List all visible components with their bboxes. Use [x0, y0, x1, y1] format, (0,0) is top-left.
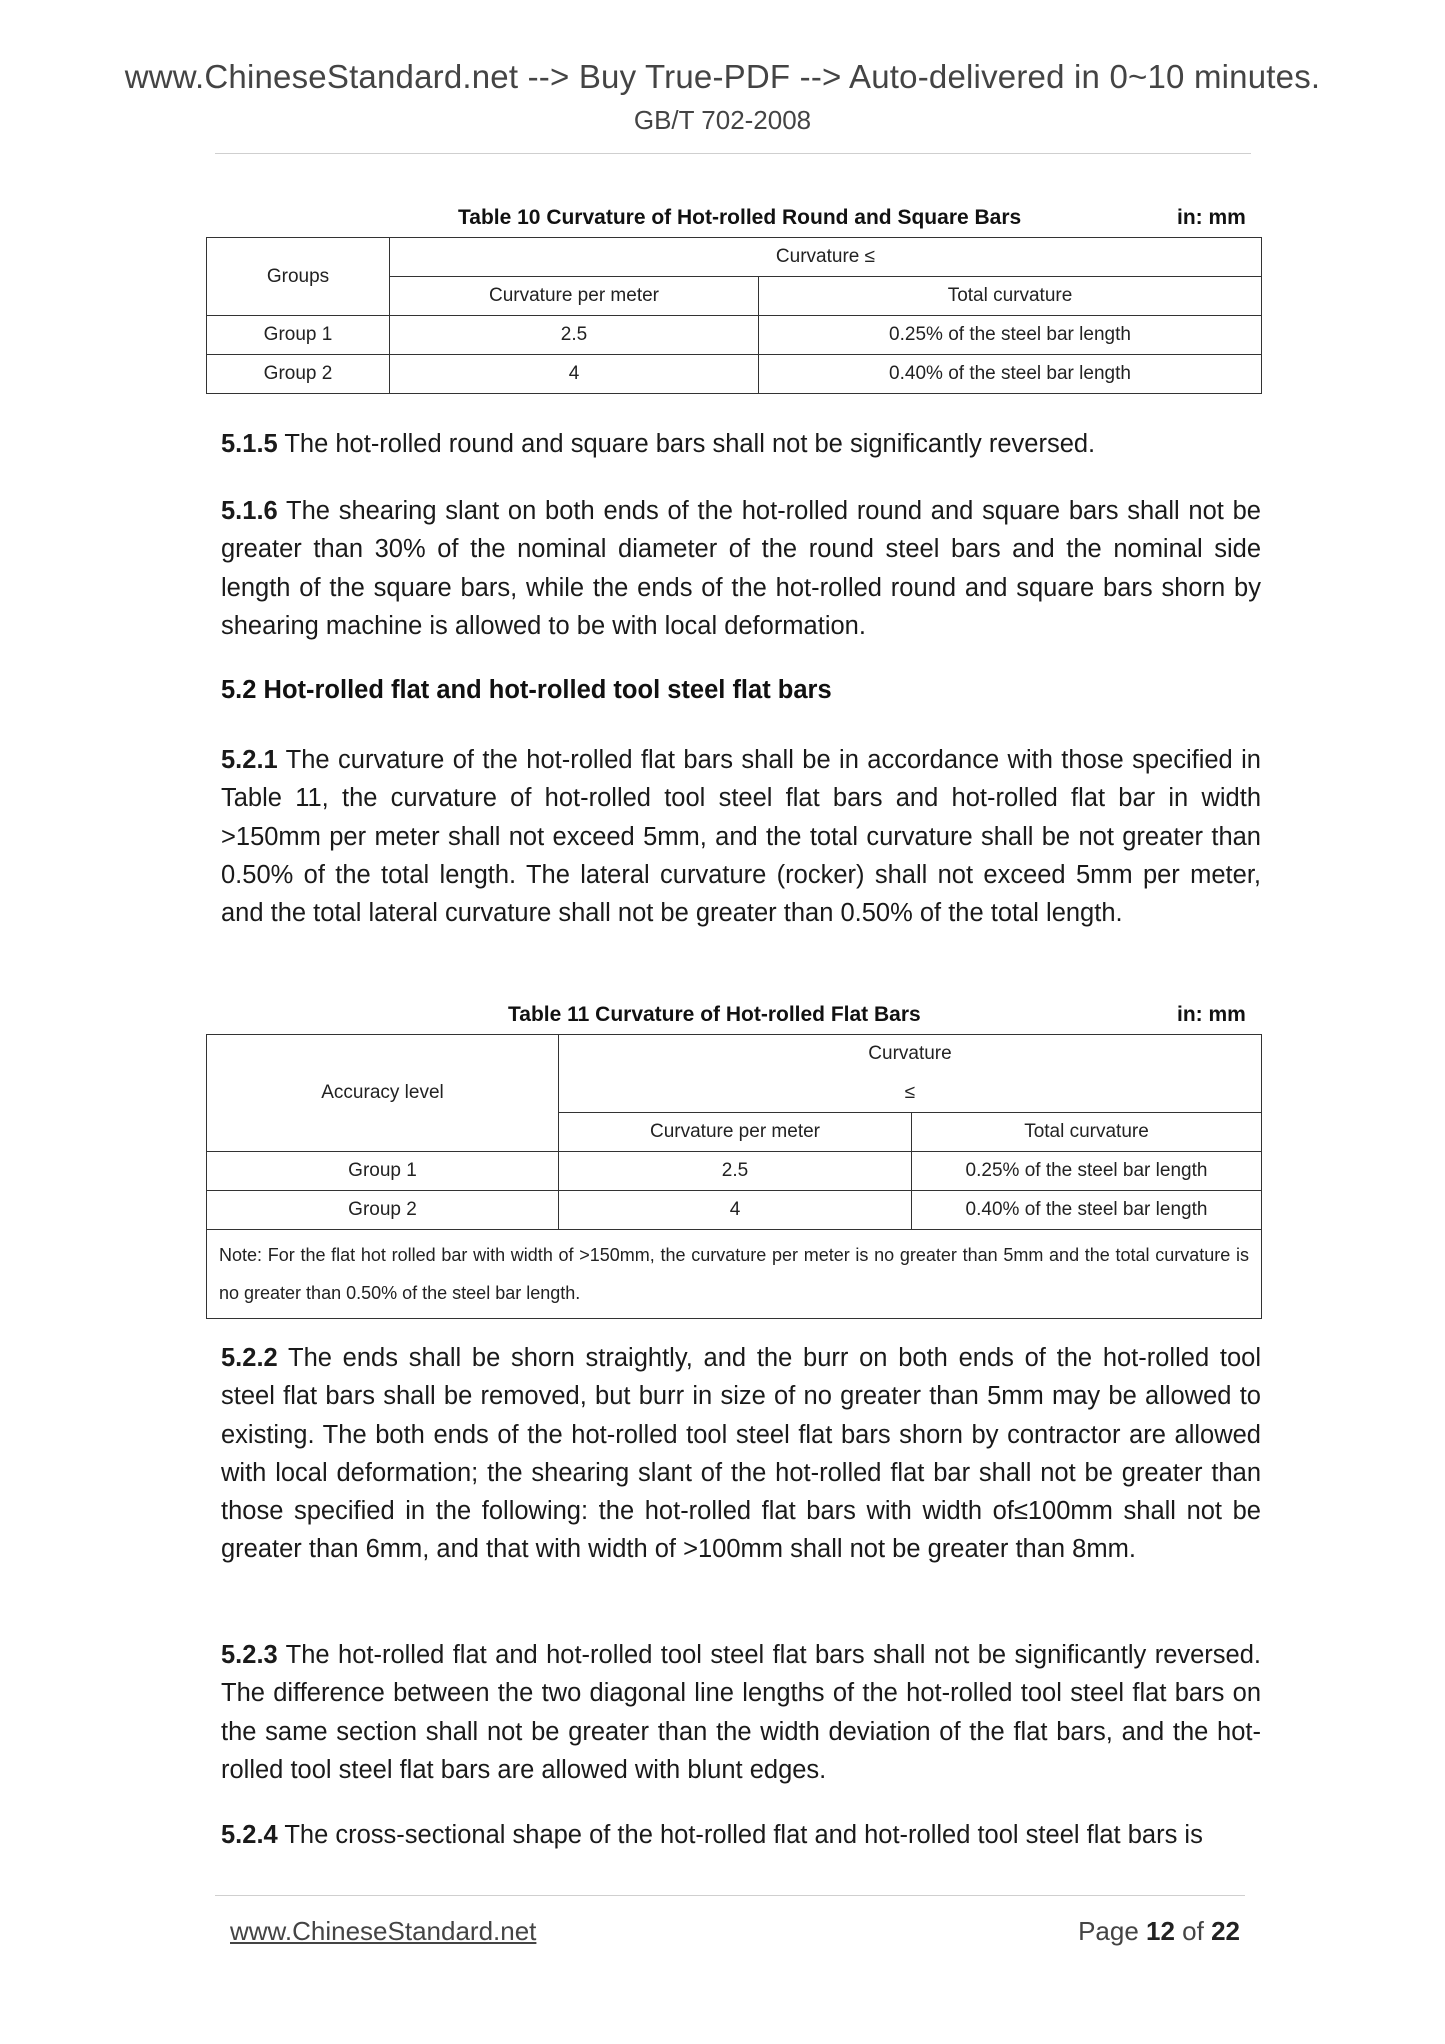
table11-header-per-meter: Curvature per meter: [559, 1113, 912, 1152]
paragraph-5-1-5: [221, 425, 1261, 463]
table11-caption: Table 11 Curvature of Hot-rolled Flat Bars: [508, 1003, 921, 1026]
table10-cell-total: 0.40% of the steel bar length: [759, 355, 1262, 394]
table11-cell-group: Group 2: [207, 1191, 559, 1230]
table10-cell-group: Group 2: [207, 355, 390, 394]
table11-cell-per-meter: 2.5: [559, 1152, 912, 1191]
table11-cell-per-meter: 4: [559, 1191, 912, 1230]
clause-number: 5.1.5: [221, 430, 278, 458]
table10-cell-per-meter: 2.5: [390, 316, 759, 355]
table11-note: Note: For the flat hot rolled bar with width of >150mm, the curvature per meter is no greater than 5mm and the total curvature is no greater than 0.50% of the steel bar length.: [207, 1230, 1262, 1319]
paragraph-5-2-2: [221, 1339, 1261, 1569]
table10-header-groups: Groups: [207, 238, 390, 316]
clause-number: 5.2.3: [221, 1641, 278, 1669]
paragraph-5-2-1: [221, 741, 1261, 932]
table-row: [207, 316, 1262, 355]
table10-header-total: Total curvature: [759, 277, 1262, 316]
page-current: 12: [1146, 1916, 1175, 1946]
clause-text: The hot-rolled flat and hot-rolled tool steel flat bars shall not be significantly reversed. The difference between the two diagonal line lengths of the hot-rolled tool steel flat bars on the same section shall not be greater than the width deviation of the flat bars, and the hot-rolled tool steel flat bars are allowed with blunt edges.: [221, 1641, 1261, 1784]
table11-header-total: Total curvature: [912, 1113, 1262, 1152]
page-of: of: [1174, 1916, 1212, 1946]
table10-header-curvature: Curvature ≤: [390, 238, 1262, 277]
clause-number: 5.1.6: [221, 497, 278, 525]
clause-text: The curvature of the hot-rolled flat bars shall be in accordance with those specified in Table 11, the curvature of hot-rolled tool steel flat bars and hot-rolled flat bar in width >150mm per meter shall not exceed 5mm, and the total curvature shall be not greater than 0.50% of the total length. The lateral curvature (rocker) shall not exceed 5mm per meter, and the total lateral curvature shall not be greater than 0.50% of the total length.: [221, 746, 1261, 928]
footer-site-link[interactable]: www.ChineseStandard.net: [230, 1916, 537, 1946]
page-total: 22: [1211, 1916, 1240, 1946]
header-site-line: www.ChineseStandard.net --> Buy True-PDF --> Auto-delivered in 0~10 minutes.: [124, 58, 1321, 95]
table10-cell-total: 0.25% of the steel bar length: [759, 316, 1262, 355]
table-row: [207, 355, 1262, 394]
table-row: [207, 1152, 1262, 1191]
header-standard-number: GB/T 702-2008: [633, 105, 812, 135]
table11: [206, 1034, 1262, 1319]
footer-page-number: [1078, 1916, 1240, 1947]
clause-text: The cross-sectional shape of the hot-rolled flat and hot-rolled tool steel flat bars is: [277, 1821, 1203, 1849]
table11-unit: in: mm: [1177, 1003, 1246, 1026]
table10-unit: in: mm: [1177, 206, 1246, 229]
table10: [206, 237, 1262, 394]
table10-header-per-meter: Curvature per meter: [390, 277, 759, 316]
clause-number: 5.2.2: [221, 1344, 278, 1372]
table-row: [207, 1191, 1262, 1230]
table10-cell-per-meter: 4: [390, 355, 759, 394]
table11-header-curvature: Curvature: [559, 1035, 1262, 1074]
footer-divider: [215, 1895, 1245, 1896]
table11-header-le-sign: ≤: [559, 1074, 1262, 1113]
paragraph-5-2-3: [221, 1636, 1261, 1789]
table10-cell-group: Group 1: [207, 316, 390, 355]
section-heading-5-2: 5.2 Hot-rolled flat and hot-rolled tool steel flat bars: [221, 676, 832, 704]
table11-header-accuracy-level: Accuracy level: [207, 1035, 559, 1152]
table11-cell-total: 0.25% of the steel bar length: [912, 1152, 1262, 1191]
table11-cell-group: Group 1: [207, 1152, 559, 1191]
clause-number: 5.2.1: [221, 746, 278, 774]
clause-text: The ends shall be shorn straightly, and the burr on both ends of the hot-rolled tool steel flat bars shall be removed, but burr in size of no greater than 5mm may be allowed to existing. The both ends of the hot-rolled tool steel flat bars shorn by contractor are allowed with local deformation; the shearing slant of the hot-rolled flat bar shall not be greater than those specified in the following: the hot-rolled flat bars with width of≤100mm shall not be greater than 6mm, and that with width of >100mm shall not be greater than 8mm.: [221, 1344, 1261, 1564]
page-prefix: Page: [1078, 1916, 1147, 1946]
header-divider: [215, 153, 1251, 154]
clause-text: The hot-rolled round and square bars shall not be significantly reversed.: [277, 430, 1096, 458]
table10-caption: Table 10 Curvature of Hot-rolled Round and Square Bars: [458, 206, 1022, 229]
clause-text: The shearing slant on both ends of the hot-rolled round and square bars shall not be greater than 30% of the nominal diameter of the round steel bars and the nominal side length of the square bars, while the ends of the hot-rolled round and square bars shorn by shearing machine is allowed to be with local deformation.: [221, 497, 1261, 640]
clause-number: 5.2.4: [221, 1821, 278, 1849]
paragraph-5-1-6: [221, 492, 1261, 645]
table11-cell-total: 0.40% of the steel bar length: [912, 1191, 1262, 1230]
paragraph-5-2-4: [221, 1816, 1261, 1854]
